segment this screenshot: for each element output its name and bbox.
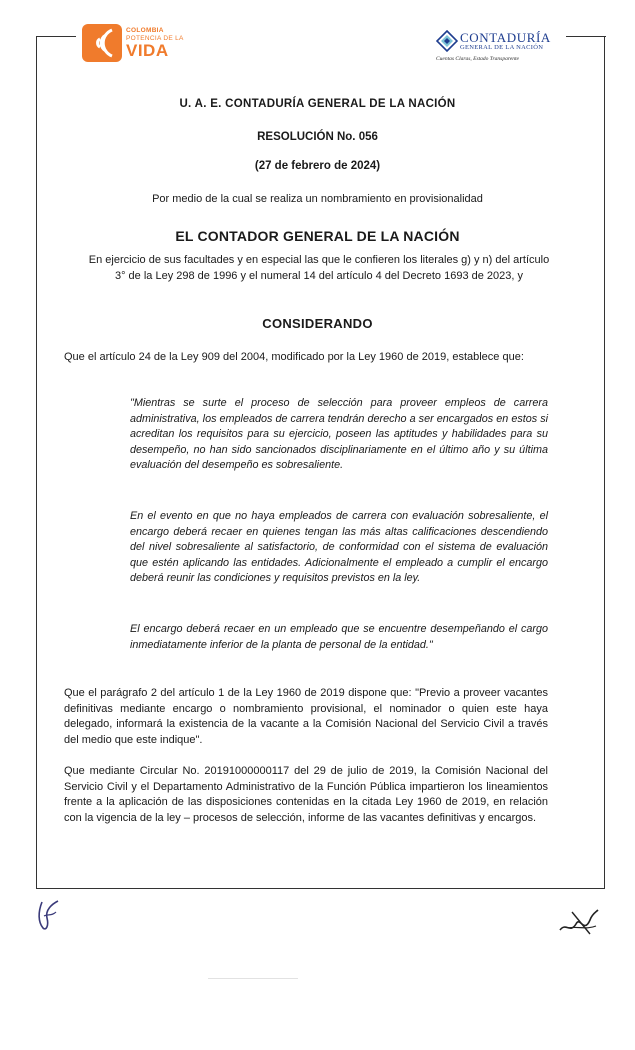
logo-left-line2: POTENCIA DE LA (126, 35, 184, 42)
frame-top-left-line (36, 36, 76, 37)
colombia-potencia-logo (82, 24, 192, 64)
resolution-number: RESOLUCIÓN No. 056 (257, 131, 378, 143)
considerando-heading: CONSIDERANDO (262, 316, 373, 331)
contaduria-diamond-logo-icon (436, 30, 458, 52)
logo-right-slogan: Cuentas Claras, Estado Transparente (436, 56, 519, 62)
quote-1: "Mientras se surte el proceso de selección para proveer empleos de carrera administrativa, los empleados de carrera tendrán derecho a ser encargados en estos si acreditan los requisitos para su ejercicio, poseen las aptitudes y habilidades para su desempeño, no han sido sancionados disciplinariamente en el último año y su última evaluación del desempeño es sobresaliente. (130, 397, 548, 471)
frame-top-right-line (566, 36, 606, 37)
logo-right-name: CONTADURÍA (460, 30, 551, 45)
intro-paragraph: En ejercicio de sus facultades y en especial las que le confieren los literales g) y n) del artículo 3° de la Ley 298 de 1996 y el numeral 14 del artículo 4 del Decreto 1693 de 2023, y (88, 254, 550, 282)
handwritten-signature-icon (556, 904, 600, 940)
logo-right-sub: GENERAL DE LA NACIÓN (460, 44, 544, 51)
paragraph-2: Que el parágrafo 2 del artículo 1 de la Ley 1960 de 2019 dispone que: "Previo a proveer vacantes definitivas mediante encargo o nombramiento provisional, el nominador o quien este haya delegado, informará la existencia de la vacante a la Comisión Nacional del Servicio Civil a través del medio que este indique". (64, 687, 548, 746)
quote-2: En el evento en que no haya empleados de carrera con evaluación sobresaliente, el encargo deberá recaer en quienes tengan las más altas calificaciones descendiendo del nivel sobresaliente al satisfactorio, de conformidad con el sistema de evaluación que estén aplicando las entidades. Adicionalmente el empleado a cumplir el encargo deberá reunir las condiciones y requisitos previstos en la ley. (130, 510, 548, 584)
paragraph-1: Que el artículo 24 de la Ley 909 del 2004, modificado por la Ley 1960 de 2019, establece que: (64, 351, 524, 363)
contaduria-logo (436, 30, 566, 64)
footer-faint-line (208, 978, 298, 979)
logo-left-line1: COLOMBIA (126, 27, 164, 34)
entity-heading: U. A. E. CONTADURÍA GENERAL DE LA NACIÓN (179, 98, 456, 110)
frame-bottom-line (36, 888, 605, 889)
frame-right-line (604, 36, 605, 888)
authority-title: EL CONTADOR GENERAL DE LA NACIÓN (175, 228, 460, 244)
logo-left-line3: VIDA (126, 41, 169, 60)
paragraph-3: Que mediante Circular No. 20191000000117 del 29 de julio de 2019, la Comisión Nacional del Servicio Civil y el Departamento Administrativo de la Función Pública impartieron los lineamientos frente a la aplicación de las disposiciones contenidas en la citada Ley 1960 de 2019, en relación con la vigencia de la ley – procesos de selección, informe de las vacantes definitivas y encargos. (64, 765, 548, 824)
resolution-date: (27 de febrero de 2024) (254, 160, 381, 172)
quote-3: El encargo deberá recaer en un empleado que se encuentre desempeñando el cargo inmediatamente inferior de la planta de personal de la entidad." (130, 623, 548, 651)
resolution-subject: Por medio de la cual se realiza un nombramiento en provisionalidad (152, 193, 483, 205)
frame-left-line (36, 36, 37, 888)
colombia-waves-logo-icon (82, 24, 122, 62)
handwritten-initial-icon (34, 898, 64, 934)
